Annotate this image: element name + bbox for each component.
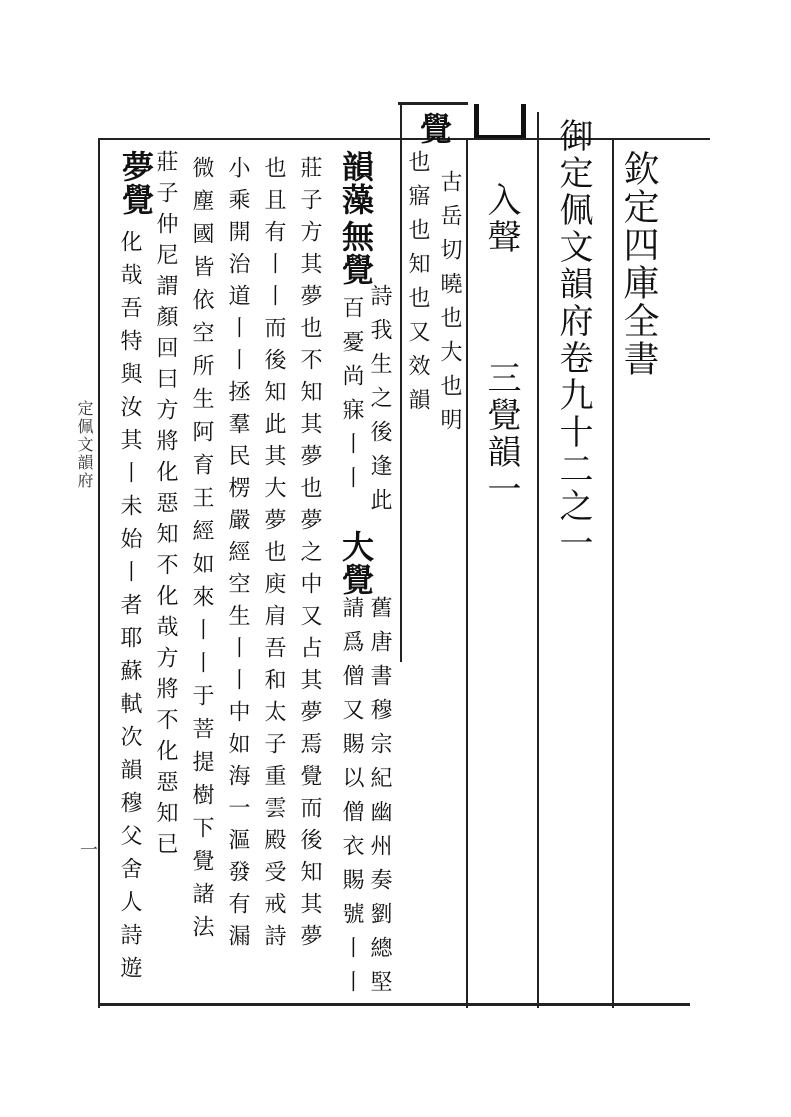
headword: 覺 [415, 112, 453, 145]
column-divider [612, 138, 614, 1008]
column-divider [466, 140, 468, 1008]
fold-line [98, 138, 100, 1008]
entry-headword: 夢覺 [117, 150, 155, 216]
entry-gloss-line2: 也寤也知也又效韻 [405, 150, 430, 422]
fold-label: 定佩文韻府 [75, 400, 94, 490]
frame-top-border [100, 138, 710, 140]
section-heading: 韻藻 [337, 150, 375, 216]
citation-line: 莊子方其夢也不知其夢也夢之中又占其夢焉覺而後知其夢 [297, 156, 322, 956]
top-rule [398, 102, 468, 105]
entry-gloss-line1: 古岳切曉也大也明 [437, 170, 462, 442]
book-title: 欽定四庫全書 [618, 150, 659, 378]
citation-line: 莊子仲尼謂顏回曰方將化惡知不化哉方將不化惡知已 [153, 150, 178, 863]
section-rhyme: 三覺韻一 [481, 360, 521, 508]
citation-line: 百憂尚寐丨丨 [339, 296, 364, 500]
page-number: 一 [77, 840, 98, 858]
section-tone: 入聲 [481, 182, 521, 256]
citation-line: 舊唐書穆宗紀幽州奏劉總堅 [367, 596, 392, 1004]
citation-line: 化哉吾特與汝其丨未始丨者耶蘇軾次韻穆父舍人詩遊 [117, 230, 142, 989]
citation-line: 也且有丨丨而後知此其大夢也庾肩吾和太子重雲殿受戒詩 [261, 156, 286, 956]
fold-bracket [474, 104, 526, 140]
entry-headword: 無覺 [337, 220, 375, 286]
entry-headword: 大覺 [337, 530, 375, 596]
volume-title: 御定佩文韻府卷九十二之一 [553, 118, 593, 562]
citation-line: 微塵國皆依空所生阿育王經如來丨丨于菩提樹下覺諸法 [189, 156, 214, 948]
citation-line: 小乘開治道丨丨拯羣民楞嚴經空生丨丨中如海一漚發有漏 [225, 156, 250, 956]
frame-bottom-border [100, 1003, 690, 1006]
citation-line: 請爲僧又賜以僧衣賜號丨丨 [339, 596, 364, 1004]
column-divider [537, 112, 539, 1008]
citation-line: 詩我生之後逢此 [367, 284, 392, 522]
column-divider [400, 102, 402, 662]
